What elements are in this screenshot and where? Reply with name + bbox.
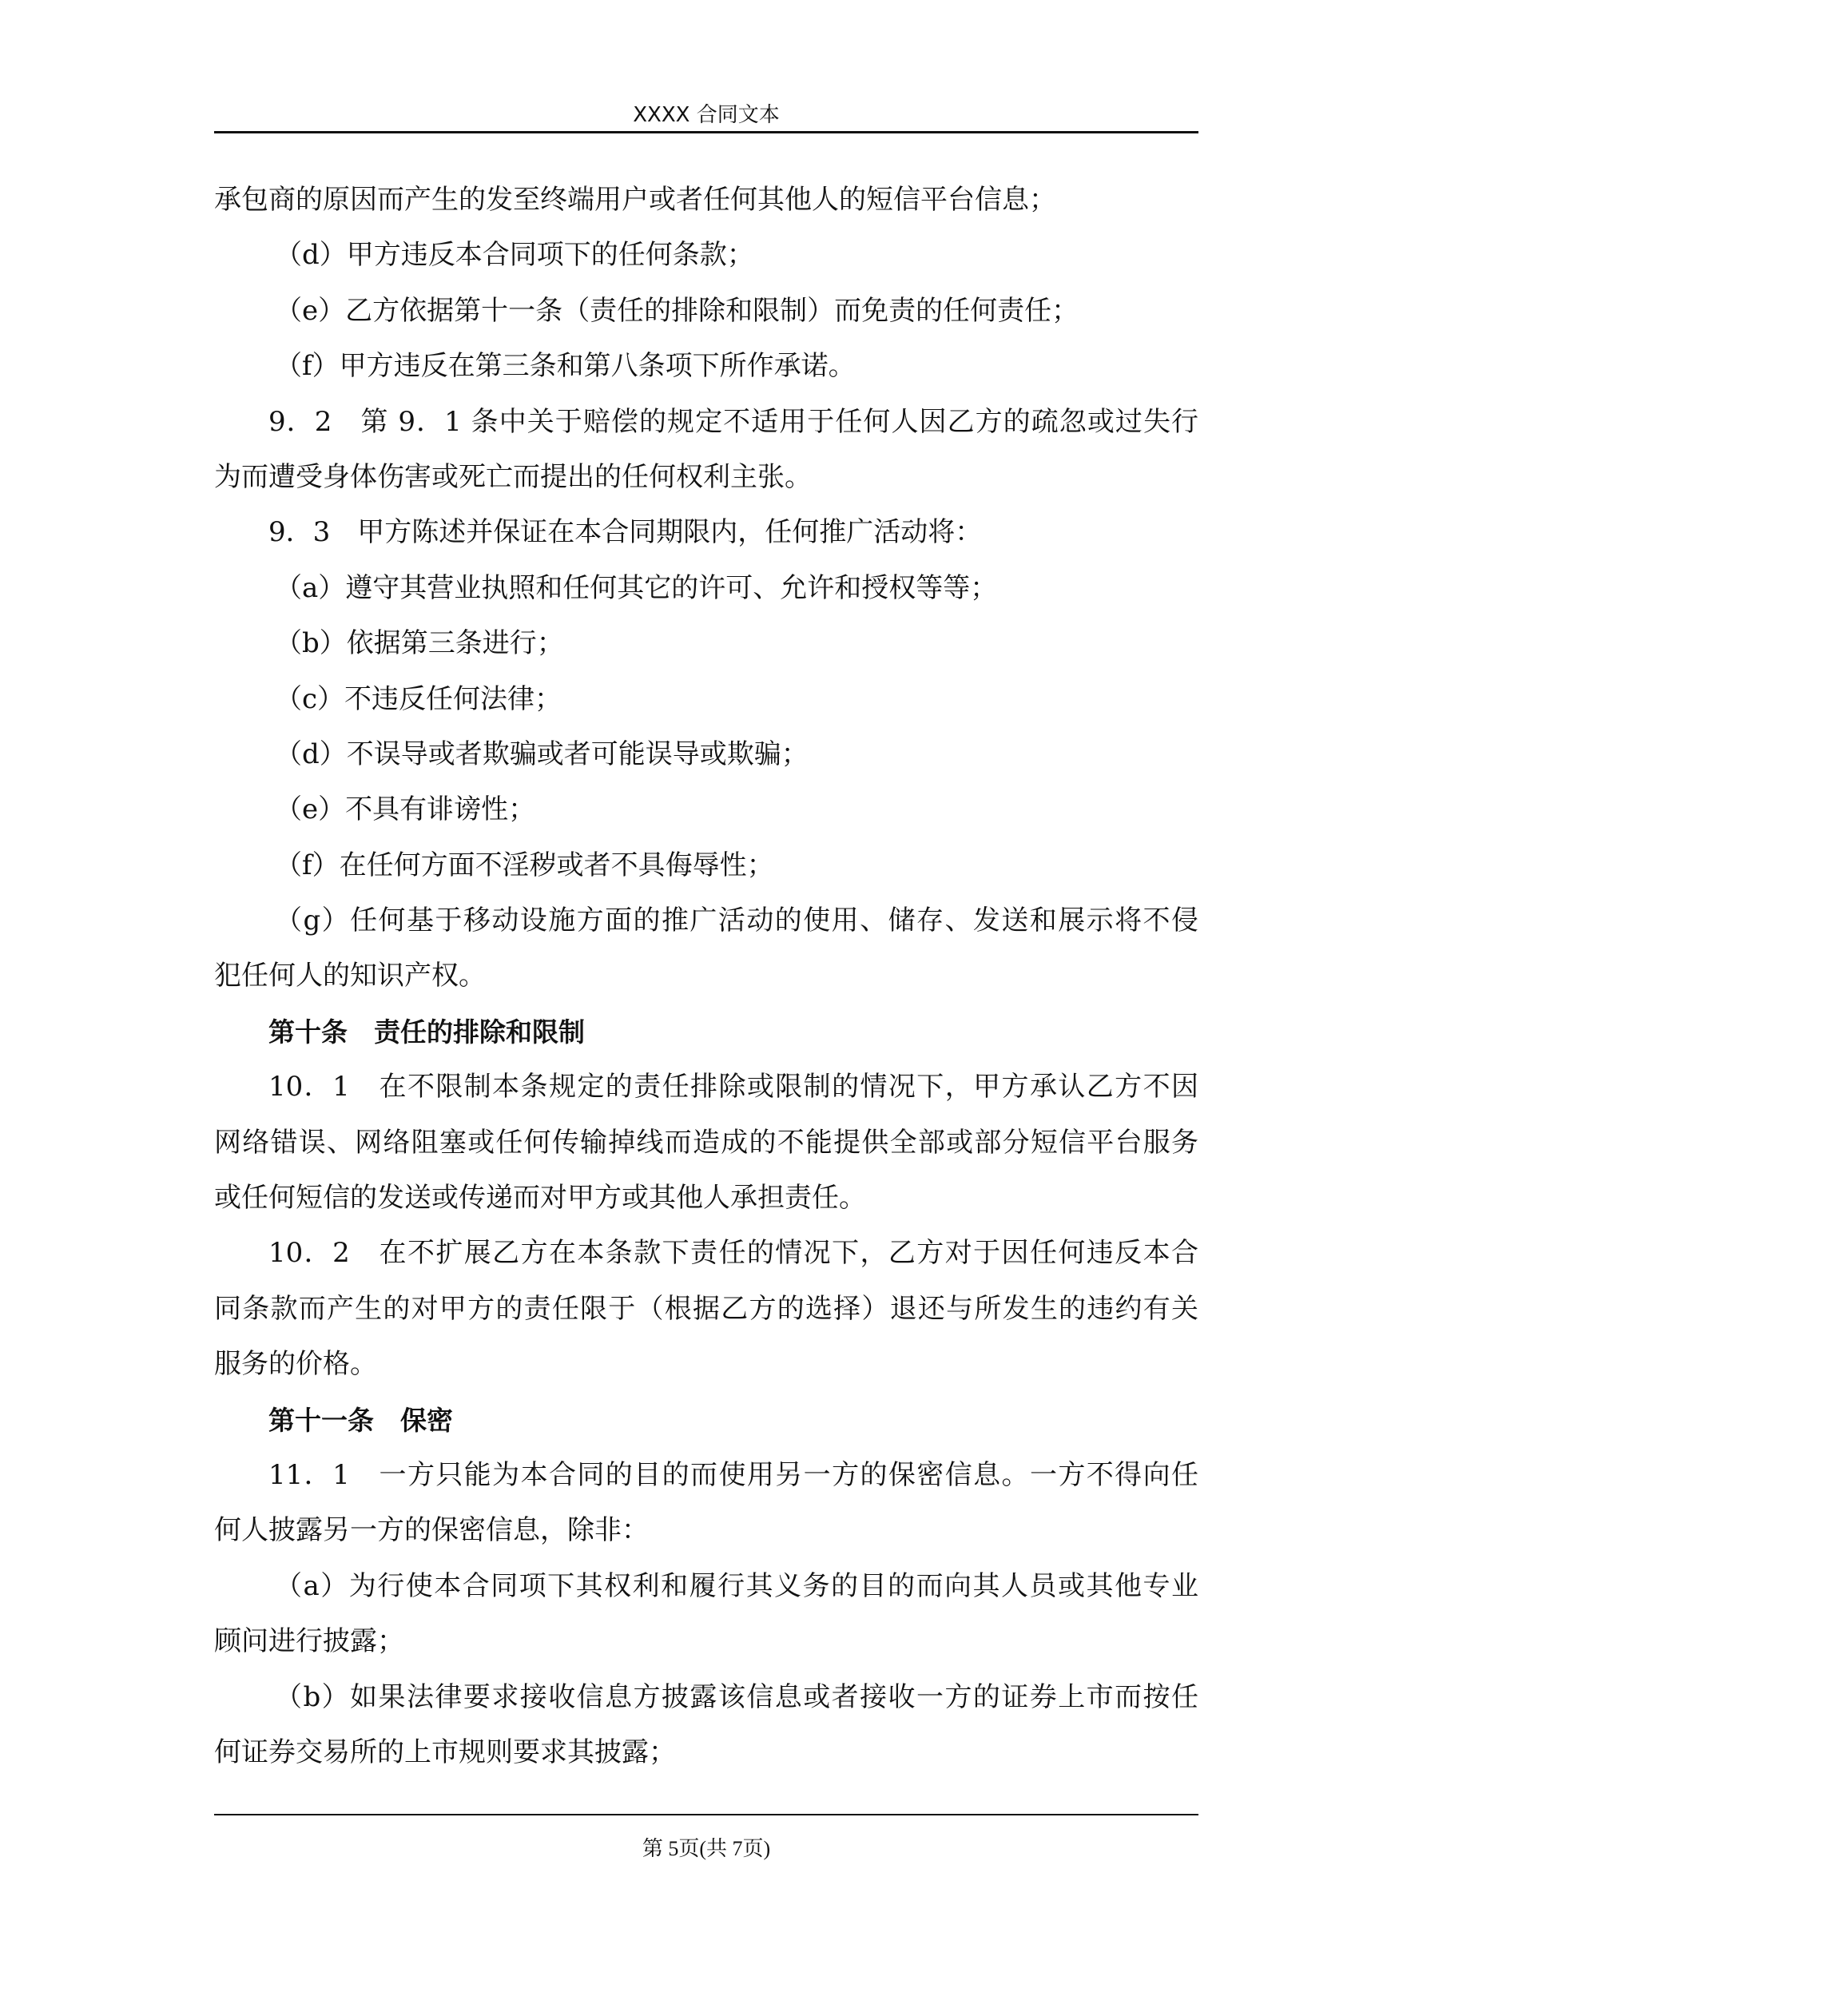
paragraph-line: 顾问进行披露； (214, 1625, 404, 1658)
header-title: XXXX 合同文本 (633, 103, 780, 127)
paragraph-line: （f）在任何方面不淫秽或者不具侮辱性； (275, 849, 774, 881)
paragraph-line: 同条款而产生的对甲方的责任限于（根据乙方的选择）退还与所发生的违约有关 (214, 1292, 1198, 1325)
paragraph-line: 网络错误、网络阻塞或任何传输掉线而造成的不能提供全部或部分短信平台服务 (214, 1126, 1198, 1159)
footer-rule (214, 1814, 1198, 1815)
paragraph-line: （a）为行使本合同项下其权利和履行其义务的目的而向其人员或其他专业 (275, 1569, 1198, 1602)
paragraph-line: （a）遵守其营业执照和任何其它的许可、允许和授权等等； (275, 571, 998, 604)
paragraph-line: 为而遭受身体伤害或死亡而提出的任何权利主张。 (214, 460, 812, 493)
paragraph-line: （e）不具有诽谤性； (275, 793, 536, 826)
paragraph-line: （b）如果法律要求接收信息方披露该信息或者接收一方的证券上市而按任 (275, 1680, 1198, 1713)
paragraph-line: （e）乙方依据第十一条（责任的排除和限制）而免责的任何责任； (275, 294, 1079, 327)
header-rule (214, 131, 1198, 133)
paragraph-line: 9．2 第 9．1 条中关于赔偿的规定不适用于任何人因乙方的疏忽或过失行 (268, 405, 1198, 438)
paragraph-line: 服务的价格。 (214, 1348, 377, 1381)
paragraph-line: 9．3 甲方陈述并保证在本合同期限内，任何推广活动将： (268, 516, 983, 549)
paragraph-line: （f）甲方违反在第三条和第八条项下所作承诺。 (275, 350, 856, 383)
paragraph-line: （b）依据第三条进行； (275, 627, 564, 660)
page-number: 第 5页(共 7页) (642, 1837, 771, 1860)
document-body (214, 173, 1198, 1780)
section-heading: 第十条 责任的排除和限制 (268, 1016, 585, 1048)
paragraph-line: 10．2 在不扩展乙方在本条款下责任的情况下，乙方对于因任何违反本合 (268, 1237, 1198, 1270)
section-heading: 第十一条 保密 (268, 1404, 453, 1436)
paragraph-line: 或任何短信的发送或传递而对甲方或其他人承担责任。 (214, 1182, 866, 1215)
paragraph-line: （c）不违反任何法律； (275, 682, 562, 715)
paragraph-line: （d）不误导或者欺骗或者可能误导或欺骗； (275, 738, 809, 770)
paragraph-line: 10．1 在不限制本条规定的责任排除或限制的情况下，甲方承认乙方不因 (268, 1071, 1198, 1103)
paragraph-line: （g）任何基于移动设施方面的推广活动的使用、储存、发送和展示将不侵 (275, 905, 1198, 937)
paragraph-line: 11．1 一方只能为本合同的目的而使用另一方的保密信息。一方不得向任 (268, 1458, 1198, 1491)
paragraph-line: 犯任何人的知识产权。 (214, 960, 486, 992)
paragraph-line: （d）甲方违反本合同项下的任何条款； (275, 239, 754, 272)
paragraph-line: 承包商的原因而产生的发至终端用户或者任何其他人的短信平台信息； (214, 184, 1056, 216)
paragraph-line: 何证券交易所的上市规则要求其披露； (214, 1736, 676, 1768)
paragraph-line: 何人披露另一方的保密信息，除非： (214, 1514, 649, 1547)
